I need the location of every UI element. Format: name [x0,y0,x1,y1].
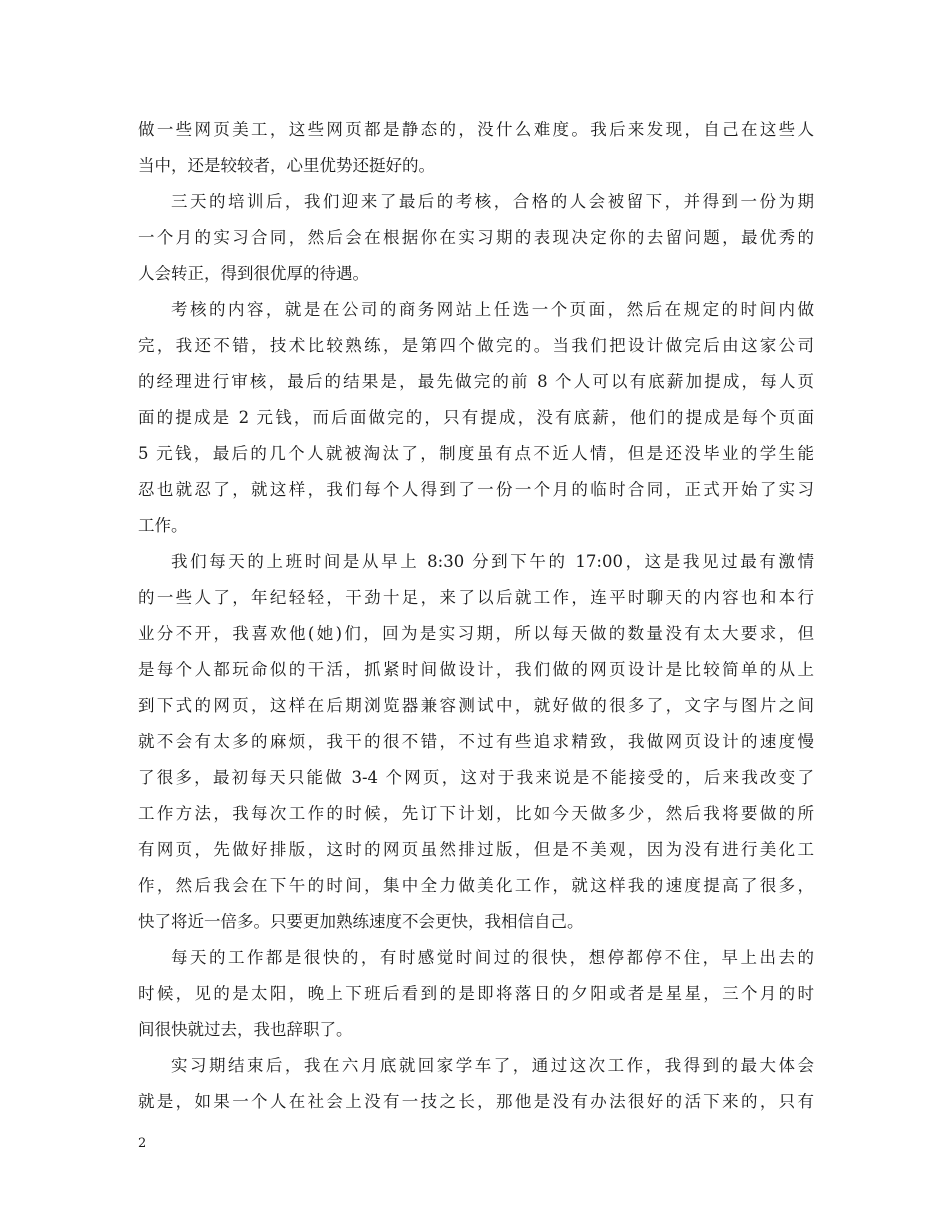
text-line: 实习期结束后，我在六月底就回家学车了，通过这次工作，我得到的最大体会 [171,1056,814,1075]
text-line: 是每个人都玩命似的干活，抓紧时间做设计，我们做的网页设计是比较简单的从上 [138,660,814,679]
paragraph [138,184,814,292]
text-line: 三天的培训后，我们迎来了最后的考核，合格的人会被留下，并得到一份为期 [171,192,814,211]
text-line: 当中，还是较较者，心里优势还挺好的。 [138,156,435,175]
text-line: 有网页，先做好排版，这时的网页虽然排过版，但是不美观，因为没有进行美化工 [138,840,814,859]
text-line: 每天的工作都是很快的，有时感觉时间过的很快，想停都停不住，早上出去的 [171,948,814,967]
paragraph [138,292,814,544]
text-line: 5 元钱，最后的几个人就被淘汰了，制度虽有点不近人情，但是还没毕业的学生能 [138,444,814,463]
text-line: 工作。 [138,516,188,535]
text-line: 我们每天的上班时间是从早上 8:30 分到下午的 17:00，这是我见过最有激情 [171,552,814,571]
text-line: 到下式的网页，这样在后期浏览器兼容测试中，就好做的很多了，文字与图片之间 [138,696,814,715]
text-line: 一个月的实习合同，然后会在根据你在实习期的表现决定你的去留问题，最优秀的 [138,228,814,247]
text-line: 时候，见的是太阳，晚上下班后看到的是即将落日的夕阳或者是星星，三个月的时 [138,984,814,1003]
text-line: 做一些网页美工，这些网页都是静态的，没什么难度。我后来发现，自己在这些人 [138,120,814,139]
paragraph [138,1048,814,1120]
paragraph [138,112,814,184]
text-line: 的经理进行审核，最后的结果是，最先做完的前 8 个人可以有底薪加提成，每人页 [138,372,814,391]
text-line: 作，然后我会在下午的时间，集中全力做美化工作，就这样我的速度提高了很多， [138,876,814,895]
text-line: 面的提成是 2 元钱，而后面做完的，只有提成，没有底薪，他们的提成是每个页面 [138,408,814,427]
paragraph [138,544,814,940]
text-line: 的一些人了，年纪轻轻，干劲十足，来了以后就工作，连平时聊天的内容也和本行 [138,588,814,607]
text-line: 工作方法，我每次工作的时候，先订下计划，比如今天做多少，然后我将要做的所 [138,804,814,823]
text-line: 快了将近一倍多。只要更加熟练速度不会更快，我相信自己。 [138,912,584,931]
text-line: 人会转正，得到很优厚的待遇。 [138,264,369,283]
text-line: 间很快就过去，我也辞职了。 [138,1020,353,1039]
text-line: 就是，如果一个人在社会上没有一技之长，那他是没有办法很好的活下来的，只有 [138,1092,814,1111]
text-line: 了很多，最初每天只能做 3-4 个网页，这对于我来说是不能接受的，后来我改变了 [138,768,814,787]
text-line: 考核的内容，就是在公司的商务网站上任选一个页面，然后在规定的时间内做 [171,300,814,319]
text-line: 就不会有太多的麻烦，我干的很不错，不过有些追求精致，我做网页设计的速度慢 [138,732,814,751]
text-line: 业分不开，我喜欢他(她)们，回为是实习期，所以每天做的数量没有太大要求，但 [138,624,814,643]
text-line: 完，我还不错，技术比较熟练，是第四个做完的。当我们把设计做完后由这家公司 [138,336,814,355]
body-text [138,112,814,1120]
paragraph [138,940,814,1048]
page-number: 2 [138,1136,147,1151]
text-line: 忍也就忍了，就这样，我们每个人得到了一份一个月的临时合同，正式开始了实习 [138,480,814,499]
